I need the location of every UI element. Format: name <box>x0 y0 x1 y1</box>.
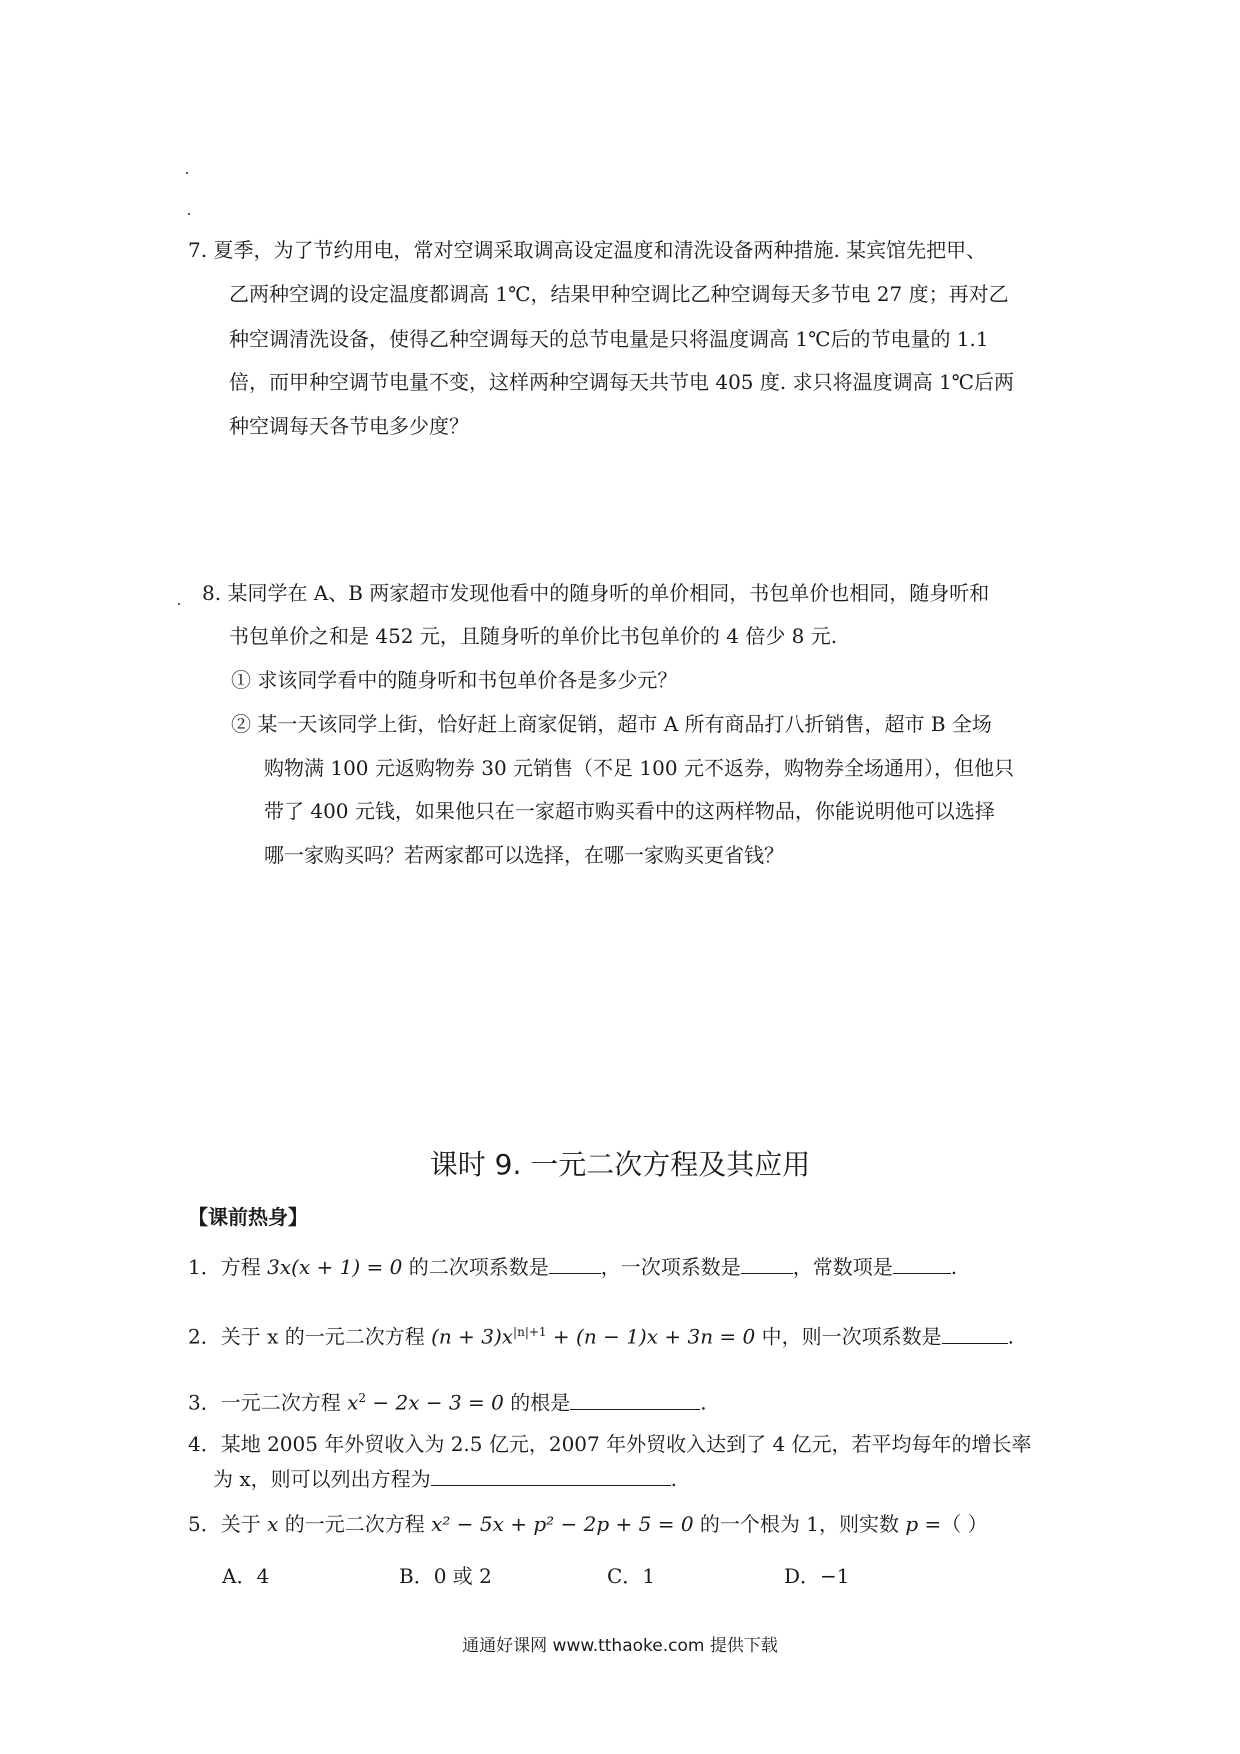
q3-exponent: 2 <box>358 1391 367 1405</box>
section-warmup-label: 【课前热身】 <box>188 1205 308 1229</box>
question-4-line-1: 4．某地 2005 年外贸收入为 2.5 亿元，2007 年外贸收入达到了 4 亿元，若平均每年的增长率 <box>188 1432 1032 1456</box>
q1-blank-linear-coef[interactable] <box>741 1255 793 1274</box>
problem-7-line-2: 乙两种空调的设定温度都调高 1℃，结果甲种空调比乙种空调每天多节电 27 度；再对乙 <box>229 282 1009 306</box>
q5-variable: x <box>267 1512 279 1536</box>
q3-blank-roots[interactable] <box>570 1391 700 1410</box>
scan-speck <box>178 603 180 605</box>
q1-blank-constant[interactable] <box>893 1255 951 1274</box>
q3-text-1: 的根是 <box>503 1390 571 1415</box>
footer-source: 通通好课网 www.tthaoke.com 提供下载 <box>462 1636 778 1656</box>
q3-end: . <box>700 1390 707 1415</box>
q5-answer-paren[interactable]: （ ） <box>941 1512 988 1536</box>
question-5 <box>188 1512 988 1536</box>
problem-8-line-1: 8. 某同学在 A、B 两家超市发现他看中的随身听的单价相同，书包单价也相同，随身听和 <box>202 581 990 605</box>
scan-speck <box>186 172 188 174</box>
problem-8-line-2: 书包单价之和是 452 元，且随身听的单价比书包单价的 4 倍少 8 元. <box>229 624 838 648</box>
q2-end: . <box>1007 1324 1014 1349</box>
problem-7-line-3: 种空调清洗设备，使得乙种空调每天的总节电量是只将温度调高 1℃后的节电量的 1.1 <box>229 327 989 351</box>
scan-speck <box>188 213 190 215</box>
q4-text: 为 x，则可以列出方程为 <box>213 1467 431 1491</box>
q5-equation: x² − 5x + p² − 2p + 5 = 0 <box>431 1512 694 1536</box>
problem-8-part-2-line-3: 带了 400 元钱，如果他只在一家超市购买看中的这两样物品，你能说明他可以选择 <box>264 799 995 823</box>
q5-prefix: 5．关于 <box>188 1512 268 1536</box>
option-c[interactable]: C．1 <box>607 1564 656 1588</box>
problem-7-line-1: 7. 夏季，为了节约用电，常对空调采取调高设定温度和清洗设备两种措施. 某宾馆先把甲、 <box>188 238 987 262</box>
q5-p-equals: p = <box>905 1512 942 1536</box>
q1-equation: 3x(x + 1) = 0 <box>267 1255 403 1279</box>
q1-end: . <box>950 1255 958 1279</box>
q3-equation-a: x <box>347 1390 359 1415</box>
q3-prefix: 3．一元二次方程 <box>188 1390 348 1415</box>
problem-8-part-2-line-4: 哪一家购买吗？若两家都可以选择，在哪一家购买更省钱？ <box>264 843 784 867</box>
q1-prefix: 1．方程 <box>188 1255 268 1279</box>
q2-equation-b: + (n − 1)x + 3n = 0 <box>546 1324 756 1349</box>
option-a[interactable]: A．4 <box>222 1564 270 1588</box>
q1-text-1: 的二次项系数是 <box>402 1255 549 1279</box>
question-1 <box>188 1255 957 1279</box>
option-b[interactable]: B．0 或 2 <box>399 1564 492 1588</box>
q4-end: . <box>670 1467 677 1491</box>
problem-7-line-5: 种空调每天各节电多少度？ <box>229 414 469 438</box>
problem-8-part-1: ① 求该同学看中的随身听和书包单价各是多少元？ <box>231 668 678 692</box>
q1-text-2: ，一次项系数是 <box>600 1255 741 1279</box>
q5-text-2: 的一个根为 1，则实数 <box>693 1512 906 1536</box>
q2-equation-a: (n + 3)x <box>431 1324 514 1349</box>
q3-equation-b: − 2x − 3 = 0 <box>366 1390 504 1415</box>
q1-text-3: ，常数项是 <box>792 1255 893 1279</box>
lesson-title: 课时 9. 一元二次方程及其应用 <box>429 1148 811 1181</box>
q2-exponent: |n|+1 <box>513 1325 547 1339</box>
problem-8-part-2-line-2: 购物满 100 元返购物券 30 元销售（不足 100 元不返券，购物券全场通用），但他只 <box>264 756 1014 780</box>
question-2 <box>188 1320 1014 1349</box>
q4-blank-equation[interactable] <box>431 1467 671 1486</box>
q2-prefix: 2．关于 x 的一元二次方程 <box>188 1324 432 1349</box>
q2-blank-linear-coef[interactable] <box>942 1325 1008 1344</box>
q1-blank-quadratic-coef[interactable] <box>549 1255 601 1274</box>
problem-7-line-4: 倍，而甲种空调节电量不变，这样两种空调每天共节电 405 度. 求只将温度调高 1℃后两 <box>229 370 1015 394</box>
question-3 <box>188 1386 707 1415</box>
problem-8-part-2-line-1: ② 某一天该同学上街，恰好赶上商家促销，超市 A 所有商品打八折销售，超市 B 全场 <box>231 712 992 736</box>
option-d[interactable]: D．−1 <box>784 1564 850 1588</box>
q2-text-1: 中，则一次项系数是 <box>755 1324 942 1349</box>
question-4-line-2 <box>213 1467 677 1491</box>
q5-text-1: 的一元二次方程 <box>278 1512 432 1536</box>
